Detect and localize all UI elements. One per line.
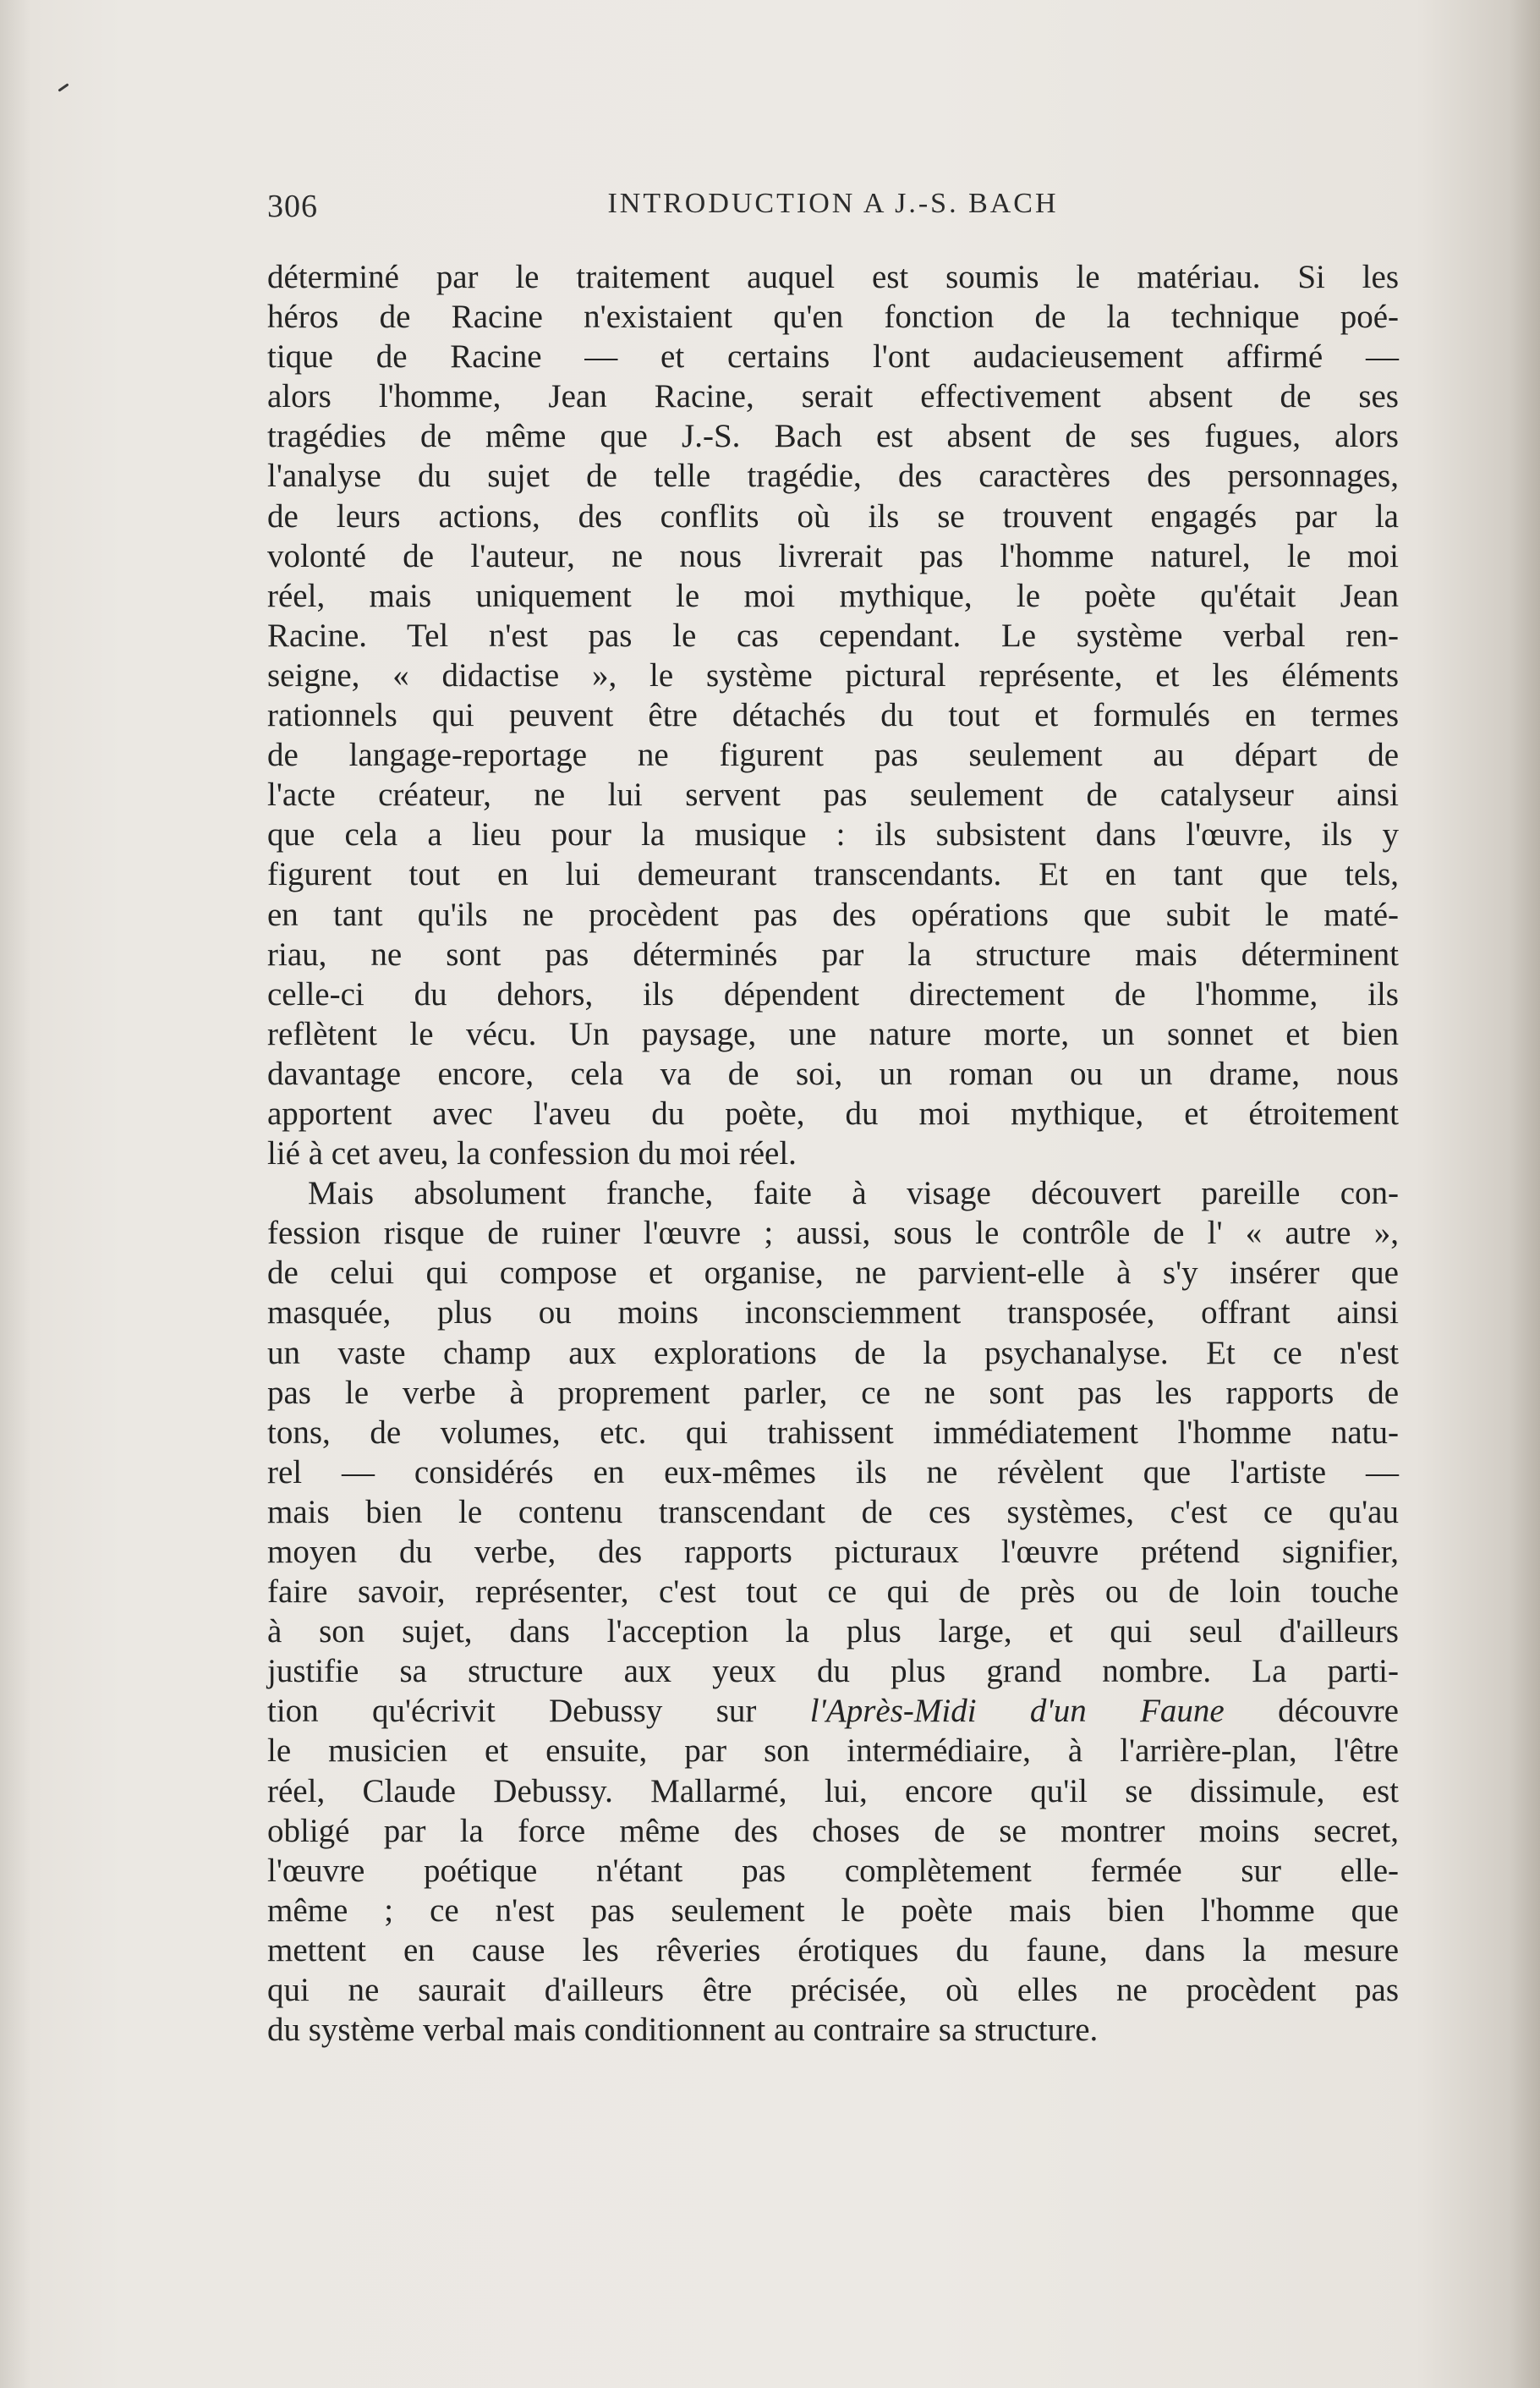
text-line: rationnels qui peuvent être détachés du tout et formulés en termes	[267, 697, 1399, 734]
text-line: de celui qui compose et organise, ne parvient-elle à s'y insérer que	[267, 1254, 1399, 1292]
text-line: Racine. Tel n'est pas le cas cependant. Le système verbal ren-	[267, 617, 1399, 654]
text-line: lié à cet aveu, la confession du moi réel.	[267, 1135, 797, 1172]
text-line: déterminé par le traitement auquel est soumis le matériau. Si les	[267, 259, 1399, 295]
text-line: apportent avec l'aveu du poète, du moi mythique, et étroitement	[267, 1095, 1399, 1132]
text-line: de leurs actions, des conflits où ils se trouvent engagés par la	[267, 497, 1399, 535]
text-line: celle-ci du dehors, ils dépendent directement de l'homme, ils	[267, 975, 1399, 1013]
text-line: masquée, plus ou moins inconsciemment transposée, offrant ainsi	[267, 1294, 1399, 1331]
text-line: obligé par la force même des choses de se montrer moins secret,	[267, 1812, 1399, 1849]
text-line: le musicien et ensuite, par son intermédiaire, à l'arrière-plan, l'être	[267, 1732, 1399, 1770]
text-line: reflètent le vécu. Un paysage, une nature morte, un sonnet et bien	[267, 1015, 1399, 1052]
text-line: volonté de l'auteur, ne nous livrerait pas l'homme naturel, le moi	[267, 537, 1399, 574]
paragraph-2	[267, 1173, 1399, 2050]
text-line: pas le verbe à proprement parler, ce ne sont pas les rapports de	[267, 1374, 1399, 1411]
text-line: héros de Racine n'existaient qu'en fonction de la technique poé-	[267, 299, 1399, 336]
text-line: l'œuvre poétique n'étant pas complètement fermée sur elle-	[267, 1852, 1399, 1889]
page-header	[267, 184, 1399, 232]
work-title: l'Après-Midi d'un Faune	[809, 1693, 1225, 1730]
text-line: à son sujet, dans l'acception la plus large, et qui seul d'ailleurs	[267, 1613, 1399, 1650]
text-line: fession risque de ruiner l'œuvre ; aussi, sous le contrôle de l' « autre »,	[267, 1215, 1399, 1252]
text-line: de langage-reportage ne figurent pas seulement au départ de	[267, 737, 1399, 774]
text-line: l'analyse du sujet de telle tragédie, des caractères des personnages,	[267, 458, 1399, 495]
page-number: 306	[267, 189, 318, 224]
text-line: alors l'homme, Jean Racine, serait effectivement absent de ses	[267, 378, 1399, 415]
text-line: moyen du verbe, des rapports picturaux l'œuvre prétend signifier,	[267, 1534, 1399, 1570]
text-line: en tant qu'ils ne procèdent pas des opérations que subit le maté-	[267, 896, 1399, 933]
text-line: tragédies de même que J.-S. Bach est absent de ses fugues, alors	[267, 418, 1399, 455]
text-line: mais bien le contenu transcendant de ces systèmes, c'est ce qu'au	[267, 1493, 1399, 1530]
text-line: rel — considérés en eux-mêmes ils ne révèlent que l'artiste —	[267, 1453, 1399, 1490]
text-line: tons, de volumes, etc. qui trahissent immédiatement l'homme natu-	[267, 1414, 1399, 1451]
text-line: seigne, « didactise », le système pictural représente, et les éléments	[267, 656, 1399, 694]
text-line: réel, Claude Debussy. Mallarmé, lui, encore qu'il se dissimule, est	[267, 1772, 1399, 1809]
text-line: faire savoir, représenter, c'est tout ce qui de près ou de loin touche	[267, 1573, 1399, 1611]
text-line: justifie sa structure aux yeux du plus grand nombre. La parti-	[267, 1653, 1399, 1690]
text-line	[267, 1691, 1399, 1731]
text-segment: découvre	[1224, 1693, 1399, 1730]
paragraph-1	[267, 257, 1399, 1173]
text-line: réel, mais uniquement le moi mythique, le poète qu'était Jean	[267, 577, 1399, 614]
text-line: mettent en cause les rêveries érotiques du faune, dans la mesure	[267, 1931, 1399, 1968]
text-line: qui ne saurait d'ailleurs être précisée, où elles ne procèdent pas	[267, 1972, 1399, 2009]
text-line: que cela a lieu pour la musique : ils subsistent dans l'œuvre, ils y	[267, 816, 1399, 854]
text-line: tique de Racine — et certains l'ont audacieusement affirmé —	[267, 338, 1399, 376]
running-title: INTRODUCTION A J.-S. BACH	[607, 188, 1059, 219]
text-line: Mais absolument franche, faite à visage découvert pareille con-	[308, 1175, 1399, 1212]
text-line: du système verbal mais conditionnent au contraire sa structure.	[267, 2012, 1099, 2049]
text-line: riau, ne sont pas déterminés par la structure mais déterminent	[267, 936, 1399, 973]
text-segment: tion qu'écrivit Debussy sur	[267, 1693, 810, 1730]
text-line: davantage encore, cela va de soi, un roman ou un drame, nous	[267, 1055, 1399, 1092]
text-line: même ; ce n'est pas seulement le poète mais bien l'homme que	[267, 1891, 1399, 1929]
text-line: l'acte créateur, ne lui servent pas seulement de catalyseur ainsi	[267, 777, 1399, 814]
ink-mark	[58, 83, 69, 91]
body-text	[267, 257, 1399, 2050]
text-line: un vaste champ aux explorations de la psychanalyse. Et ce n'est	[267, 1334, 1399, 1371]
text-line: figurent tout en lui demeurant transcendants. Et en tant que tels,	[267, 856, 1399, 893]
